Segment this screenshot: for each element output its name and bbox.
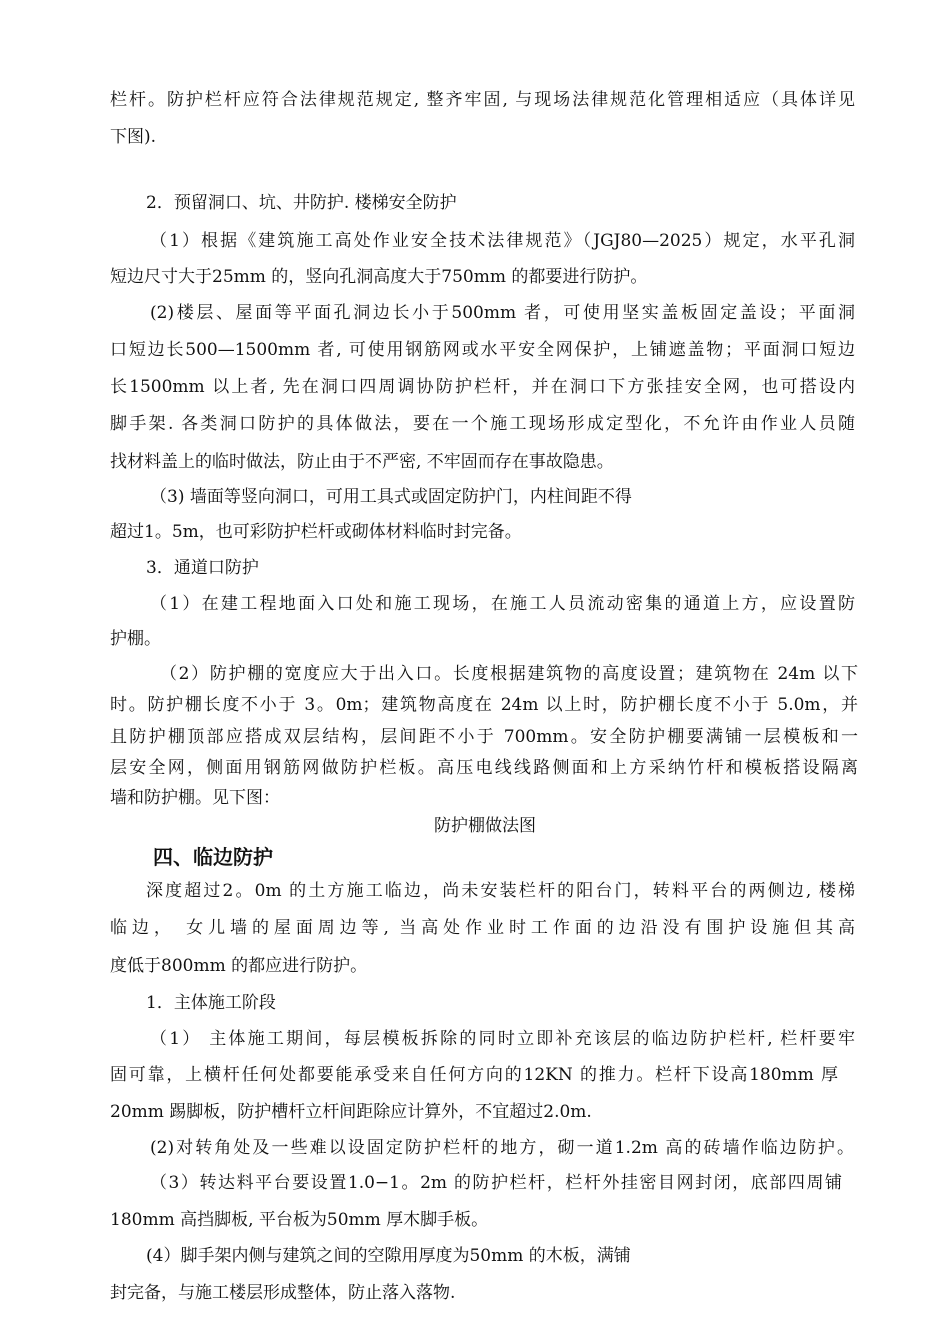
section-heading: 2．预留洞口、坑、井防护. 楼梯安全防护 <box>146 193 457 213</box>
text-line: 长1500mm 以上者, 先在洞口四周调协防护栏杆，并在洞口下方张挂安全网，也可搭设内 <box>110 377 855 397</box>
text-line: 栏杆。防护栏杆应符合法律规范规定, 整齐牢固, 与现场法律规范化管理相适应（具体详见 <box>110 90 855 110</box>
text-line: 脚手架. 各类洞口防护的具体做法，要在一个施工现场形成定型化，不允许由作业人员随 <box>110 414 855 434</box>
text-line: 超过1。5m，也可彩防护栏杆或砌体材料临时封完备。 <box>110 522 522 542</box>
text-line: 固可靠，上横杆任何处都要能承受来自任何方向的12KN 的推力。栏杆下设高180mm 厚 <box>110 1065 838 1085</box>
text-line: 临边， 女儿墙的屋面周边等, 当高处作业时工作面的边沿没有围护设施但其高 <box>110 918 855 938</box>
text-line: 180mm 高挡脚板, 平台板为50mm 厚木脚手板。 <box>110 1210 489 1230</box>
text-line: （1）根据《建筑施工高处作业安全技术法律规范》（JGJ80—2025）规定，水平孔洞 <box>150 231 855 251</box>
text-line: (4）脚手架内侧与建筑之间的空隙用厚度为50mm 的木板，满铺 <box>146 1246 631 1266</box>
text-line: 20mm 踢脚板，防护槽杆立杆间距除应计算外，不宜超过2.0m. <box>110 1102 592 1122</box>
text-line: 口短边长500—1500mm 者, 可使用钢筋网或水平安全网保护，上铺遮盖物；平面洞口短边 <box>110 340 855 360</box>
text-line: （1）在建工程地面入口处和施工现场，在施工人员流动密集的通道上方，应设置防 <box>150 594 855 614</box>
section-title: 四、临边防护 <box>153 845 273 869</box>
text-line: 深度超过2。0m 的土方施工临边，尚未安装栏杆的阳台门，转料平台的两侧边, 楼梯 <box>146 881 855 901</box>
text-line: 短边尺寸大于25mm 的，竖向孔洞高度大于750mm 的都要进行防护。 <box>110 267 648 287</box>
text-line: 时。防护棚长度不小于 3。0m；建筑物高度在 24m 以上时，防护棚长度不小于 5.0m，并 <box>110 695 858 715</box>
text-line: 封完备，与施工楼层形成整体，防止落入落物. <box>110 1283 456 1303</box>
text-line: （2）防护棚的宽度应大于出入口。长度根据建筑物的高度设置；建筑物在 24m 以下 <box>160 664 858 684</box>
text-line: (2)对转角处及一些难以设固定防护栏杆的地方，砌一道1.2m 高的砖墙作临边防护。 <box>150 1138 854 1158</box>
text-line: 护棚。 <box>110 629 161 649</box>
text-line: 且防护棚顶部应搭成双层结构，层间距不小于 700mm。安全防护棚要满铺一层模板和一 <box>110 727 858 747</box>
text-line: （3) 墙面等竖向洞口，可用工具式或固定防护门，内柱间距不得 <box>150 487 632 507</box>
text-line: 度低于800mm 的都应进行防护。 <box>110 956 368 976</box>
section-heading: 1．主体施工阶段 <box>146 993 276 1013</box>
text-line: 墙和防护棚。见下图： <box>110 788 280 808</box>
text-line: （3）转达料平台要设置1.0−1。2m 的防护栏杆，栏杆外挂密目网封闭，底部四周铺 <box>150 1173 842 1193</box>
text-line: （1） 主体施工期间，每层模板拆除的同时立即补充该层的临边防护栏杆, 栏杆要牢 <box>150 1029 855 1049</box>
text-line: 找材料盖上的临时做法，防止由于不严密, 不牢固而存在事故隐患。 <box>110 452 614 472</box>
figure-caption: 防护棚做法图 <box>434 816 536 836</box>
text-line: 下图). <box>110 127 157 147</box>
text-line: 层安全网，侧面用钢筋网做防护栏板。高压电线线路侧面和上方采纳竹杆和模板搭设隔离 <box>110 758 858 778</box>
text-line: (2)楼层、屋面等平面孔洞边长小于500mm 者，可使用坚实盖板固定盖设；平面洞 <box>150 303 855 323</box>
section-heading: 3．通道口防护 <box>146 558 259 578</box>
